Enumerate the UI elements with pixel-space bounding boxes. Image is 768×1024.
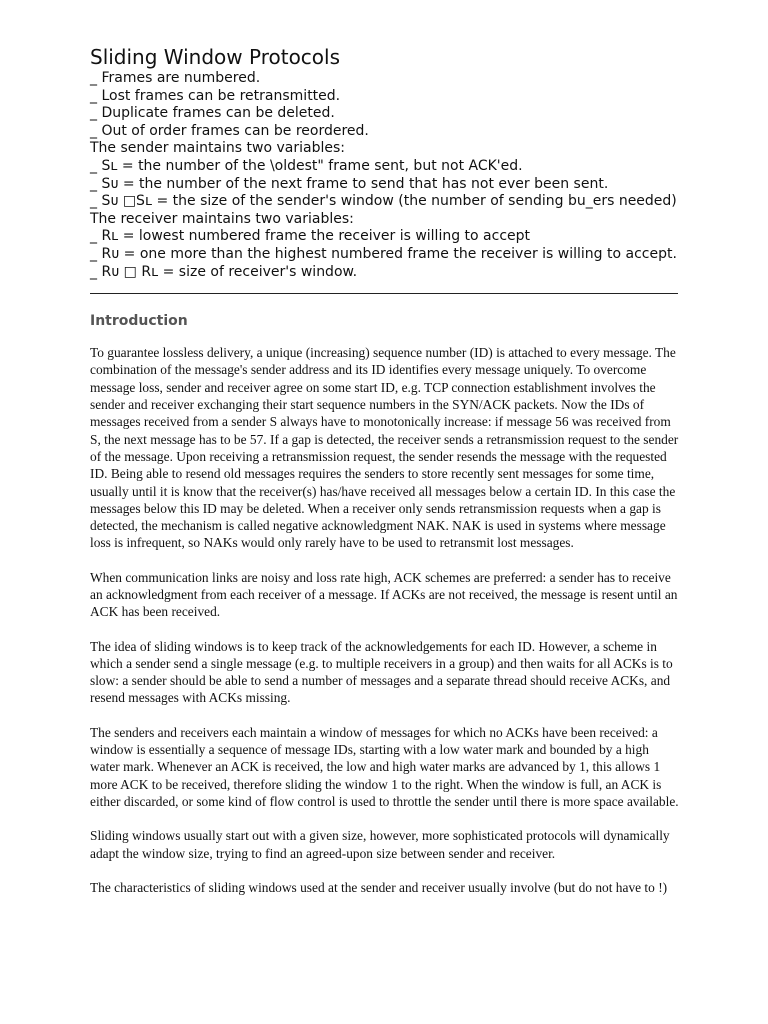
- summary-line: _ Out of order frames can be reordered.: [90, 122, 369, 139]
- summary-line: The sender maintains two variables:: [90, 140, 345, 157]
- summary-line: _ Sᴜ □Sʟ = the size of the sender's window (the number of sending bu_ers needed): [90, 193, 677, 210]
- summary-line: _ Frames are numbered.: [90, 70, 261, 86]
- summary-line: _ Sᴜ = the number of the next frame to send that has not ever been sent.: [90, 175, 609, 192]
- summary-line: _ Duplicate frames can be deleted.: [90, 105, 335, 122]
- page-title: Sliding Window Protocols: [90, 45, 341, 69]
- summary-line: _ Rʟ = lowest numbered frame the receiver is willing to accept: [90, 228, 531, 245]
- paragraph: When communication links are noisy and loss rate high, ACK schemes are preferred: a sender has to receive an acknowledgment from each receiver of a message. If ACKs are not received, the message is resent until an ACK has been received.: [90, 569, 678, 620]
- summary-line: _ Sʟ = the number of the \oldest" frame sent, but not ACK'ed.: [90, 157, 523, 174]
- summary-line: _ Rᴜ □ Rʟ = size of receiver's window.: [90, 263, 358, 280]
- horizontal-divider: [90, 293, 678, 294]
- summary-line: _ Rᴜ = one more than the highest numbered frame the receiver is willing to accept.: [90, 245, 677, 262]
- paragraph: To guarantee lossless delivery, a unique (increasing) sequence number (ID) is attached to every message. The combination of the message's sender address and its ID identifies every message uniquely. To overcome message loss, sender and receiver agree on some start ID, e.g. TCP connection establishment involves the sender and receiver exchanging their start sequence numbers in the SYN/ACK packets. Now the IDs of messages received from a sender S always have to monotonically increase: if message 56 was received from S, the next message has to be 57. If a gap is detected, the receiver sends a retransmission request to the sender of the message. Upon receiving a retransmission request, the sender resends the message with the requested ID. Being able to resend old messages requires the senders to store recently sent messages for some time, usually until it is know that the receiver(s) has/have received all messages below a certain ID. In this case the messages below this ID may be deleted. When a receiver only sends retransmission requests when a gap is detected, the mechanism is called negative acknowledgment NAK. NAK is used in systems where message loss is infrequent, so NAKs would only rarely have to be used to retransmit lost messages.: [90, 345, 679, 551]
- section-heading-introduction: Introduction: [90, 313, 188, 330]
- summary-line: _ Lost frames can be retransmitted.: [90, 87, 341, 104]
- article-body: [90, 344, 680, 896]
- document-page: [90, 44, 680, 913]
- summary-list: [90, 70, 680, 281]
- paragraph: The senders and receivers each maintain a window of messages for which no ACKs have been received: a window is essentially a sequence of message IDs, starting with a low water mark and bounded by a high water mark. Whenever an ACK is received, the low and high water marks are advanced by 1, this allows 1 more ACK to be received, therefore sliding the window 1 to the right. When the window is full, an ACK is either discarded, or some kind of flow control is used to throttle the sender until there is more space available.: [90, 724, 679, 809]
- summary-line: The receiver maintains two variables:: [90, 210, 354, 227]
- paragraph: The idea of sliding windows is to keep track of the acknowledgements for each ID. However, a scheme in which a sender send a single message (e.g. to multiple receivers in a group) and then waits for all ACKs is to slow: a sender should be able to send a number of messages and a separate thread should receive ACKs, and resend messages with ACKs missing.: [90, 638, 673, 706]
- paragraph: The characteristics of sliding windows used at the sender and receiver usually involve (but do not have to !): [90, 879, 668, 895]
- paragraph: Sliding windows usually start out with a given size, however, more sophisticated protocols will dynamically adapt the window size, trying to find an agreed-upon size between sender and receiver.: [90, 828, 670, 861]
